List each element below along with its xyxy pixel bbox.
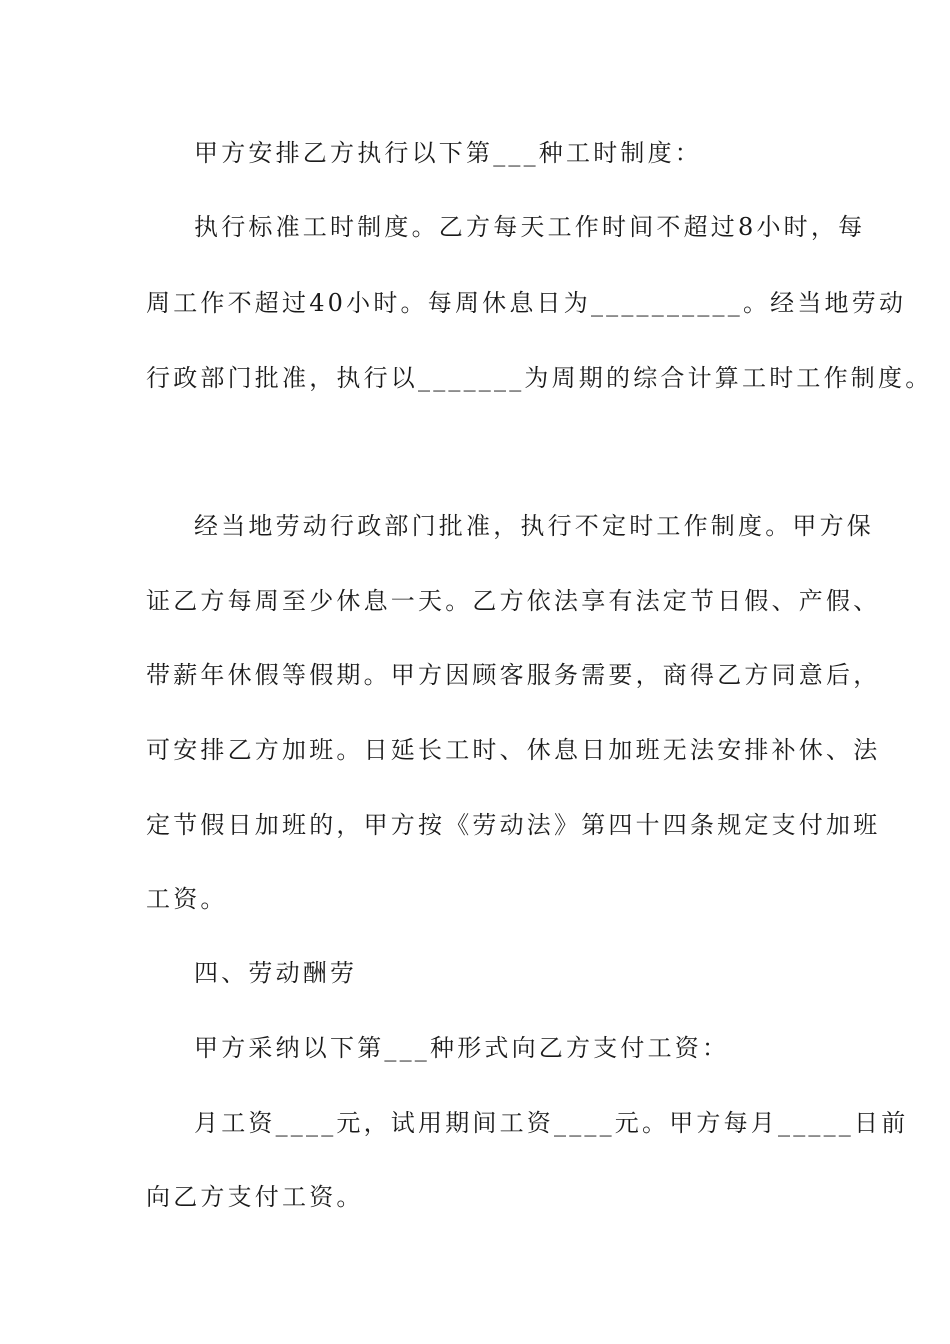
paragraph-standard-hours-line-3: 行政部门批准，执行以_______为周期的综合计算工时工作制度。 (146, 364, 933, 392)
section-heading-remuneration: 四、劳动酬劳 (194, 959, 358, 987)
paragraph-salary-line-2: 向乙方支付工资。 (146, 1183, 364, 1211)
paragraph-flexible-hours-line-2: 证乙方每周至少休息一天。乙方依法享有法定节日假、产假、 (146, 587, 881, 615)
paragraph-salary-line-1: 月工资____元，试用期间工资____元。甲方每月_____日前 (194, 1109, 909, 1137)
paragraph-flexible-hours-line-5: 定节假日加班的，甲方按《劳动法》第四十四条规定支付加班 (146, 811, 881, 839)
paragraph-standard-hours-line-2: 周工作不超过40小时。每周休息日为__________。经当地劳动 (146, 289, 907, 317)
paragraph-flexible-hours-line-6: 工资。 (146, 885, 228, 913)
paragraph-flexible-hours-line-4: 可安排乙方加班。日延长工时、休息日加班无法安排补休、法 (146, 736, 881, 764)
paragraph-work-hours-intro: 甲方安排乙方执行以下第___种工时制度： (194, 139, 702, 167)
paragraph-flexible-hours-line-1: 经当地劳动行政部门批准，执行不定时工作制度。甲方保 (194, 512, 874, 540)
paragraph-standard-hours-line-1: 执行标准工时制度。乙方每天工作时间不超过8小时，每 (194, 213, 866, 241)
paragraph-flexible-hours-line-3: 带薪年休假等假期。甲方因顾客服务需要，商得乙方同意后， (146, 661, 881, 689)
paragraph-payment-form: 甲方采纳以下第___种形式向乙方支付工资： (194, 1034, 730, 1062)
